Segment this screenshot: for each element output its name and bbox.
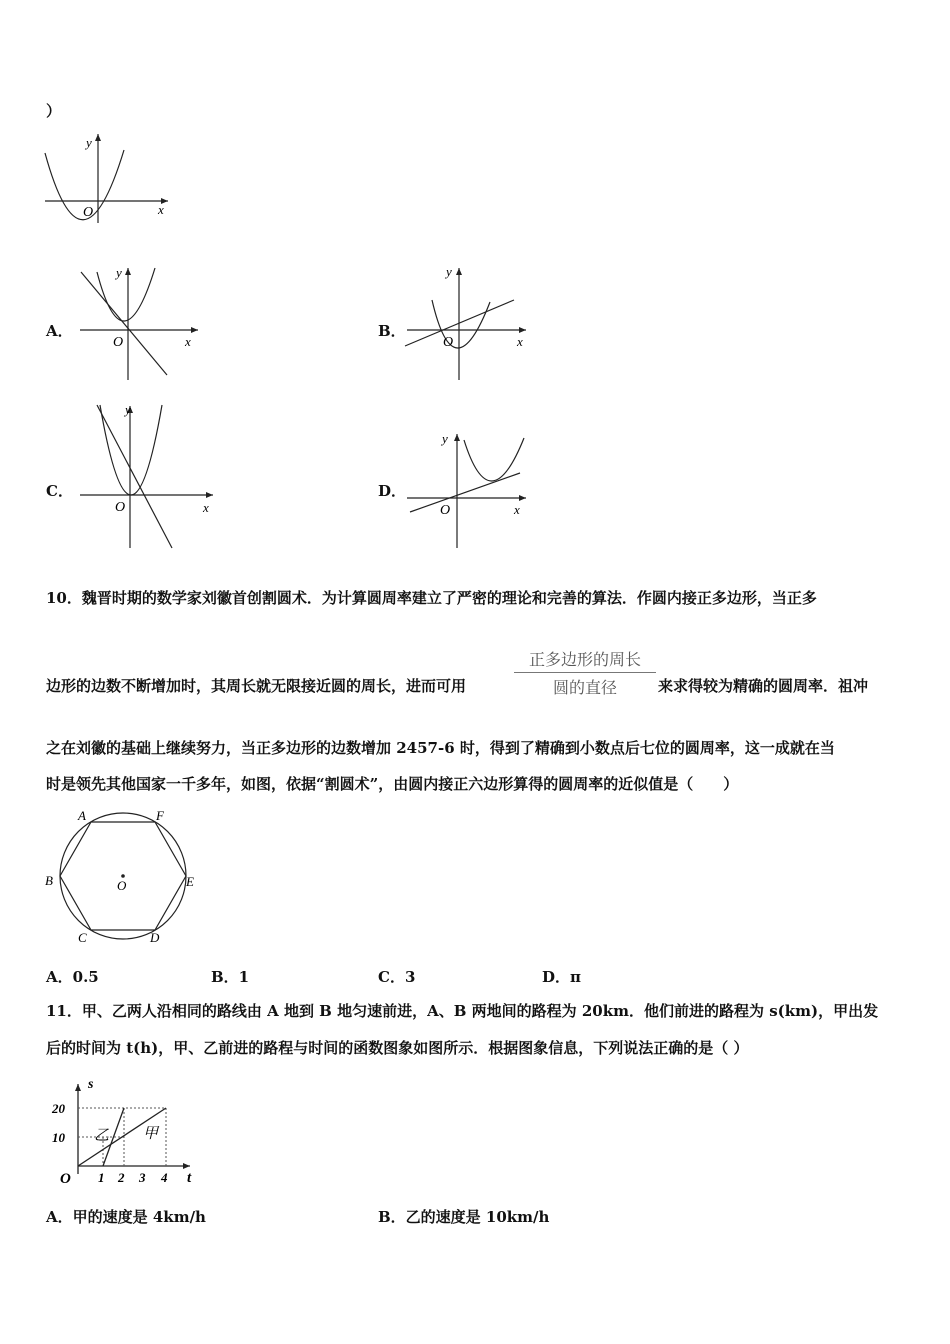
q10-stem-line-4: 时是领先其他国家一千多年，如图，依据“割圆术”，由圆内接正六边形算得的圆周率的近似值是（ ） xyxy=(46,775,739,793)
svg-text:A: A xyxy=(78,808,86,823)
q10-fraction-denominator: 圆的直径 xyxy=(552,678,617,697)
q9-option-a-graph xyxy=(75,260,215,385)
q9-stem-graph xyxy=(40,128,180,228)
svg-text:1: 1 xyxy=(98,1170,105,1185)
svg-text:O: O xyxy=(113,335,124,350)
svg-text:O: O xyxy=(440,503,451,518)
q10-stem-line-3: 之在刘徽的基础上继续努力，当正多边形的边数增加 2457-6 时，得到了精确到小数点后七位的圆周率，这一成就在当 xyxy=(46,739,835,757)
q9-option-d-graph xyxy=(402,428,542,550)
svg-text:y: y xyxy=(86,135,92,150)
closing-paren: ） xyxy=(46,102,62,120)
q9-option-a-label[interactable]: A． xyxy=(46,322,73,340)
svg-text:10: 10 xyxy=(52,1130,65,1145)
svg-text:E: E xyxy=(186,874,194,889)
svg-text:O: O xyxy=(83,205,94,220)
svg-text:B: B xyxy=(45,873,53,888)
q11-stem-line-1: 11．甲、乙两人沿相同的路线由 A 地到 B 地匀速前进，A、B 两地间的路程为 20km．他们前进的路程为 s(km)，甲出发 xyxy=(46,1002,879,1020)
svg-text:x: x xyxy=(514,502,520,517)
svg-text:O: O xyxy=(443,335,454,350)
q9-option-c-label[interactable]: C． xyxy=(46,482,73,500)
svg-text:20: 20 xyxy=(52,1101,65,1116)
q10-stem-line-2-post: 来求得较为精确的圆周率．祖冲 xyxy=(658,677,869,695)
svg-text:y: y xyxy=(116,265,122,280)
svg-text:O: O xyxy=(117,878,127,893)
svg-text:3: 3 xyxy=(139,1170,146,1185)
svg-text:y: y xyxy=(442,431,448,446)
svg-text:x: x xyxy=(203,500,209,515)
q10-option-a[interactable]: A．0.5 xyxy=(46,968,99,986)
svg-text:F: F xyxy=(156,808,164,823)
svg-text:x: x xyxy=(517,334,523,349)
svg-text:x: x xyxy=(185,334,191,349)
q10-fraction-numerator: 正多边形的周长 xyxy=(514,647,656,673)
svg-text:y: y xyxy=(125,402,131,417)
svg-text:s: s xyxy=(88,1078,94,1092)
q11-option-a[interactable]: A．甲的速度是 4km/h xyxy=(46,1208,206,1226)
svg-text:2: 2 xyxy=(118,1170,125,1185)
svg-text:y: y xyxy=(446,264,452,279)
q11-stem-line-2: 后的时间为 t(h)，甲、乙前进的路程与时间的函数图象如图所示．根据图象信息，下列说法正确的是（ ） xyxy=(46,1039,749,1057)
svg-text:O: O xyxy=(115,500,126,515)
q11-distance-time-graph xyxy=(48,1078,208,1188)
q10-option-d[interactable]: D．π xyxy=(542,968,581,986)
q9-option-d-label[interactable]: D． xyxy=(378,482,407,500)
q10-option-c[interactable]: C．3 xyxy=(378,968,416,986)
svg-text:C: C xyxy=(78,930,87,945)
svg-text:乙: 乙 xyxy=(94,1126,110,1144)
q9-option-b-label[interactable]: B． xyxy=(378,322,406,340)
svg-text:D: D xyxy=(150,930,160,945)
svg-text:甲: 甲 xyxy=(143,1124,159,1142)
svg-text:x: x xyxy=(158,202,164,217)
svg-text:t: t xyxy=(187,1170,192,1186)
q11-option-b[interactable]: B．乙的速度是 10km/h xyxy=(378,1208,550,1226)
q10-option-b[interactable]: B．1 xyxy=(211,968,250,986)
q10-stem-line-1: 10．魏晋时期的数学家刘徽首创割圆术．为计算圆周率建立了严密的理论和完善的算法．作圆内接正多边形，当正多 xyxy=(46,589,817,607)
q9-option-b-graph xyxy=(402,260,542,385)
q10-stem-line-2-pre: 边形的边数不断增加时，其周长就无限接近圆的周长，进而可用 xyxy=(46,677,467,695)
q10-hexagon-figure xyxy=(40,805,210,955)
q10-fraction xyxy=(514,647,656,698)
svg-text:4: 4 xyxy=(161,1170,168,1185)
svg-text:O: O xyxy=(60,1171,71,1187)
q9-option-c-graph xyxy=(75,400,225,550)
